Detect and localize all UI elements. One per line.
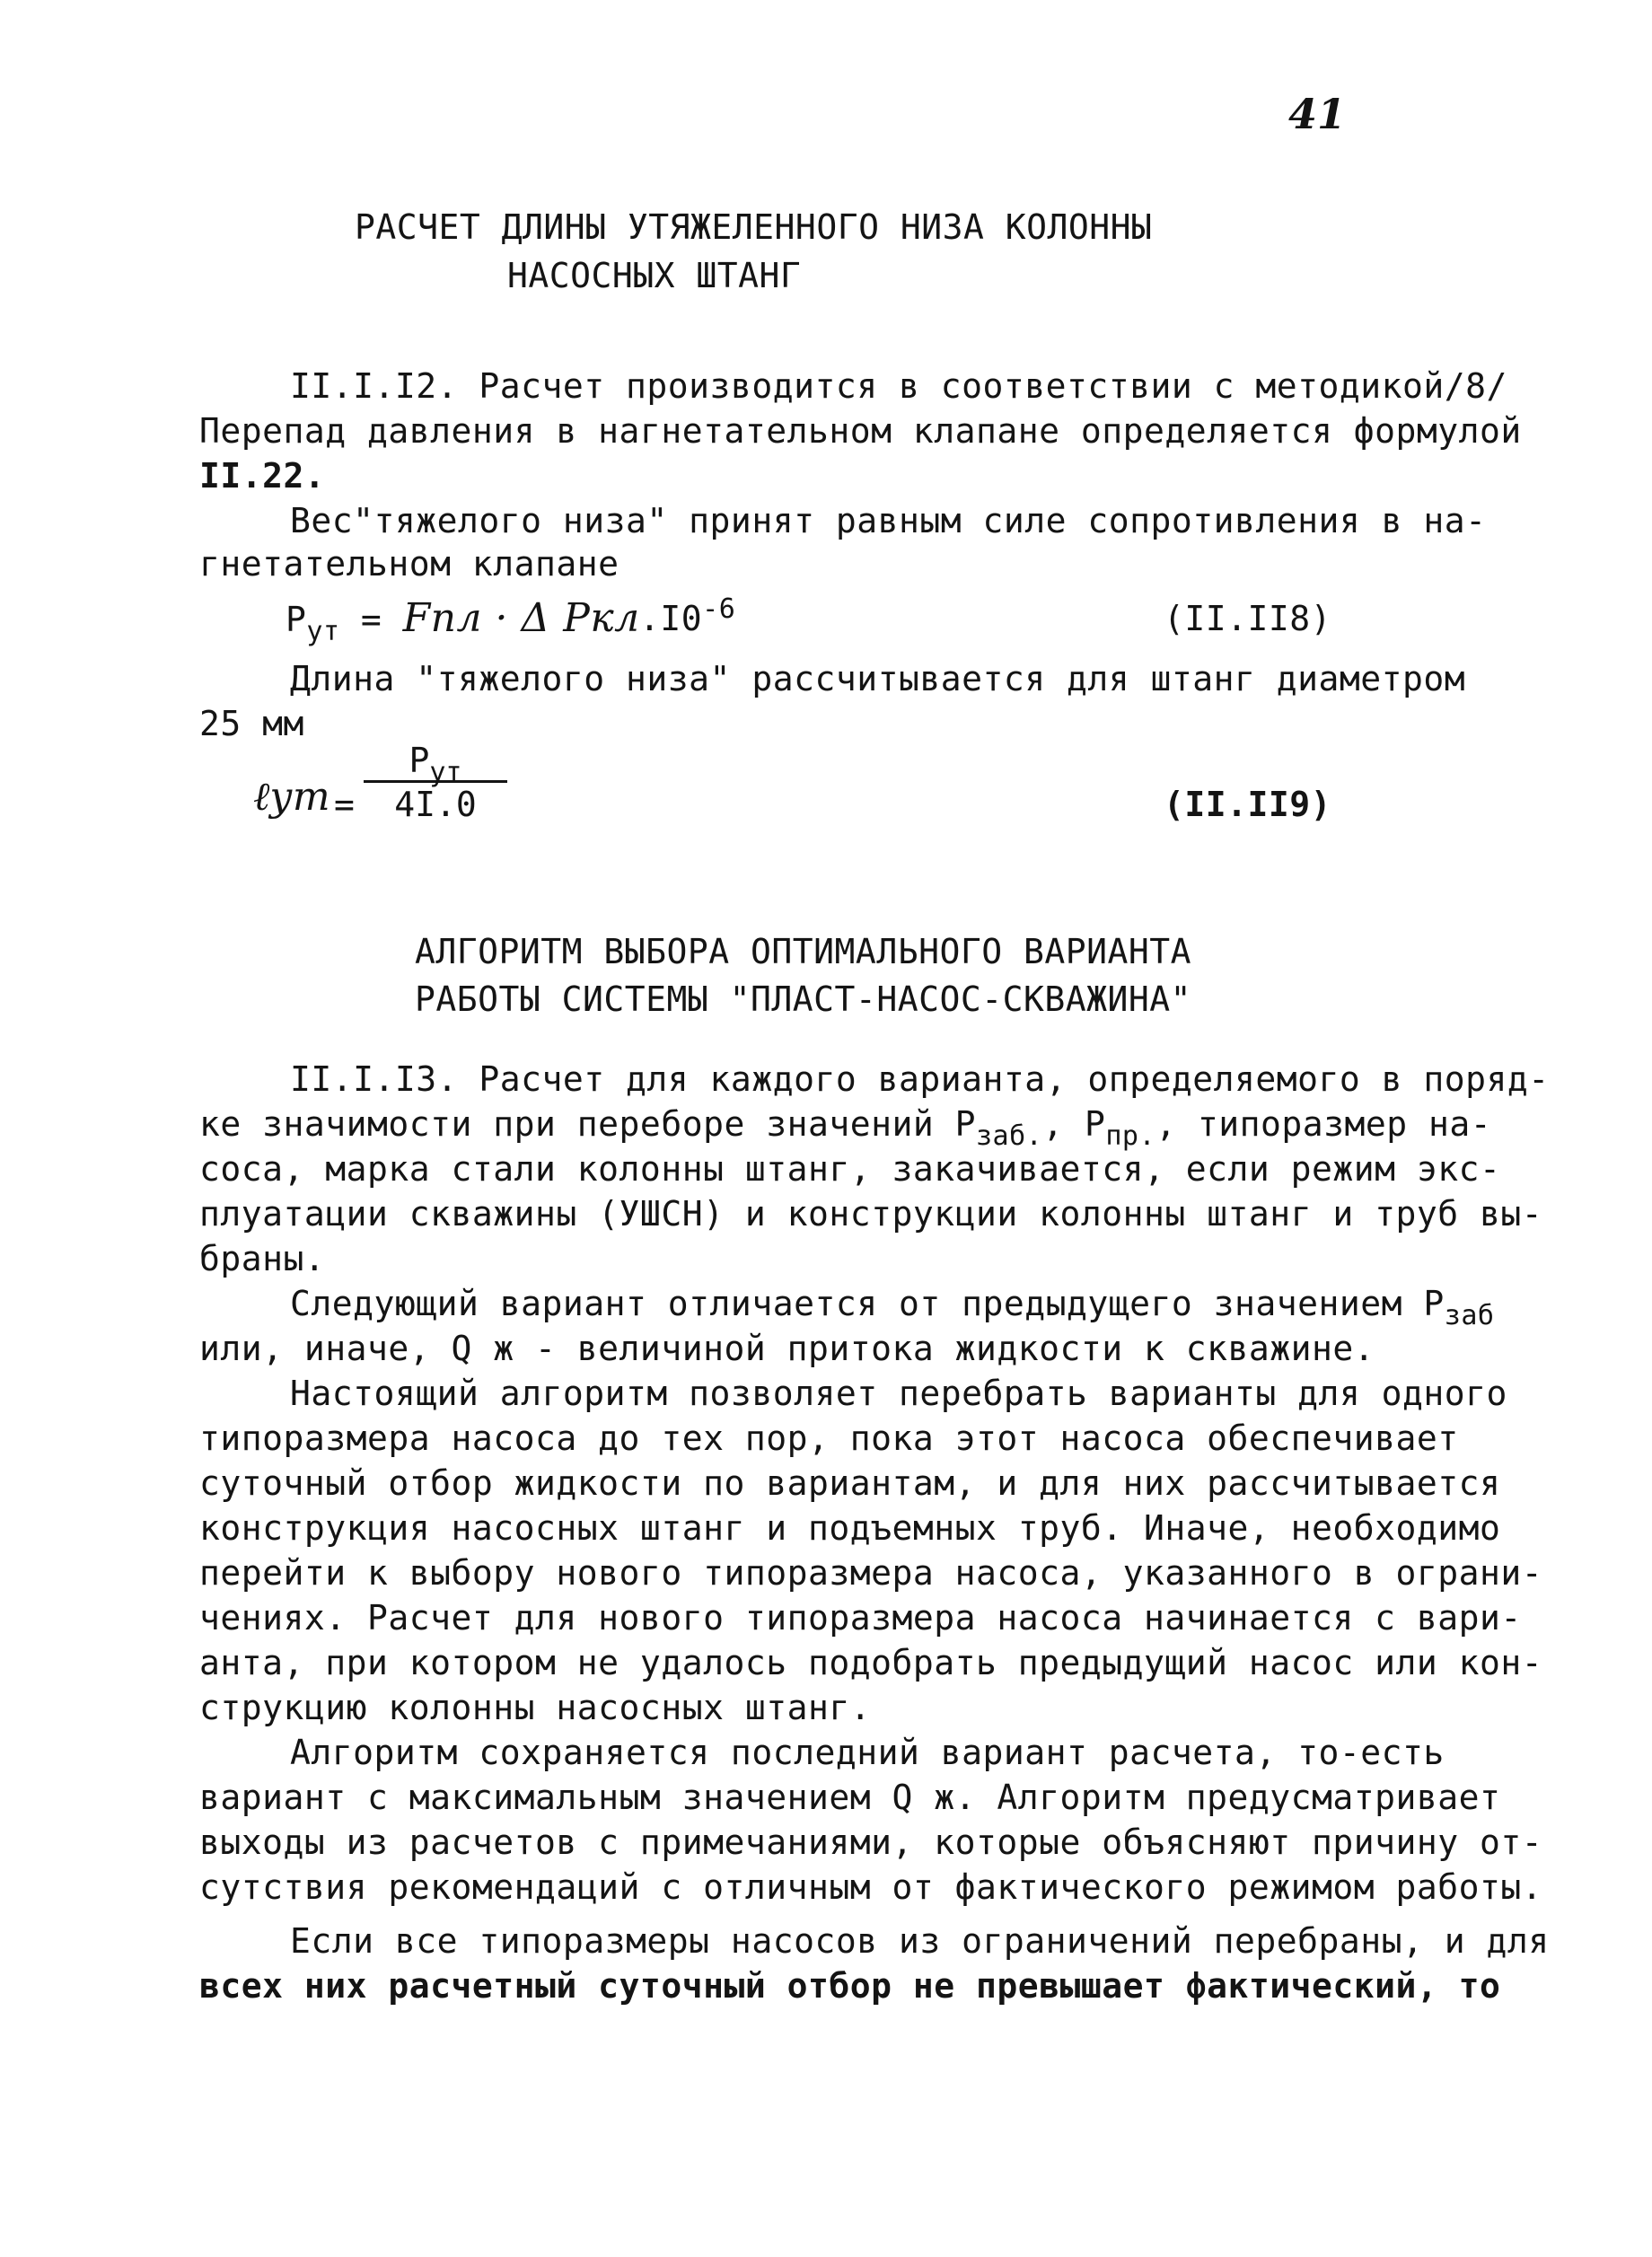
paragraph-line: выходы из расчетов с примечаниями, которые объясняют причину от-: [199, 1822, 1543, 1862]
paragraph-line: вариант с максимальным значением Q ж. Алгоритм предусматривает: [199, 1778, 1501, 1817]
section-heading-line-2: НАСОСНЫХ ШТАНГ: [507, 256, 802, 295]
formula-handwritten-rhs: Fпл · Δ Pкл: [402, 595, 640, 641]
paragraph-line: перейти к выбору нового типоразмера насоса, указанного в ограни-: [199, 1553, 1543, 1593]
paragraph-line: Алгоритм сохраняется последний вариант расчета, то-есть: [290, 1733, 1445, 1772]
paragraph-line: чениях. Расчет для нового типоразмера насоса начинается с вари-: [199, 1598, 1522, 1638]
formula-factor: [639, 593, 736, 640]
paragraph-line: Если все типоразмеры насосов из ограничений перебраны, и для: [290, 1921, 1550, 1961]
formula-factor-exponent: -6: [702, 593, 736, 625]
equation-number: (II.II9): [1164, 785, 1332, 824]
equation-number: (II.II8): [1164, 599, 1332, 638]
paragraph-line: Перепад давления в нагнетательном клапане определяется формулой: [199, 411, 1522, 451]
page-number: 41: [1288, 90, 1347, 138]
formula-fraction: [364, 741, 507, 824]
paragraph-line: типоразмера насоса до тех пор, пока этот насоса обеспечивает: [199, 1418, 1459, 1458]
paragraph-line: соса, марка стали колонны штанг, закачивается, если режим экс-: [199, 1149, 1501, 1189]
paragraph-line: сутствия рекомендаций с отличным от фактического режимом работы.: [199, 1867, 1543, 1907]
formula-equals: =: [334, 785, 356, 824]
paragraph-line: всех них расчетный суточный отбор не превышает фактический, то: [199, 1966, 1501, 2006]
paragraph-line: Настоящий алгоритм позволяет перебрать варианты для одного: [290, 1374, 1507, 1413]
paragraph-line: струкцию колонны насосных штанг.: [199, 1688, 872, 1727]
formula-ii-118: [286, 595, 640, 647]
paragraph-line: браны.: [199, 1239, 326, 1278]
paragraph-line: суточный отбор жидкости по вариантам, и для них рассчитывается: [199, 1463, 1501, 1503]
paragraph-line: Длина "тяжелого низа" рассчитывается для штанг диаметром: [290, 659, 1466, 698]
paragraph-line: ке значимости при переборе значений $P_{заб.}$, $P_{пр.}$, типоразмер на-: [199, 1104, 1492, 1152]
formula-lhs-subscript: ут: [306, 616, 340, 647]
paragraph-line: Следующий вариант отличается от предыдущего значением $P_{заб}$: [290, 1284, 1495, 1331]
fraction-numerator: $P_{ут}$: [409, 741, 462, 788]
paragraph-line: II.I.I2. Расчет производится в соответствии с методикой/8/: [290, 366, 1507, 406]
section-heading-line-1: АЛГОРИТМ ВЫБОРА ОПТИМАЛЬНОГО ВАРИАНТА: [415, 932, 1191, 971]
section-heading-line-2: РАБОТЫ СИСТЕМЫ "ПЛАСТ-НАСОС-СКВАЖИНА": [415, 979, 1191, 1019]
formula-equals: =: [339, 600, 403, 639]
fraction-denominator: 4I.0: [394, 785, 477, 824]
paragraph-line: II.22.: [199, 456, 326, 496]
paragraph-line: анта, при котором не удалось подобрать предыдущий насос или кон-: [199, 1643, 1543, 1682]
section-heading-line-1: РАСЧЕТ ДЛИНЫ УТЯЖЕЛЕННОГО НИЗА КОЛОННЫ: [355, 207, 1153, 247]
formula-lhs: P: [286, 600, 307, 639]
paragraph-line: 25 мм: [199, 704, 304, 743]
paragraph-line: или, иначе, Q ж - величиной притока жидкости к скважине.: [199, 1329, 1375, 1368]
paragraph-line: гнетательном клапане: [199, 544, 620, 584]
paragraph-line: конструкция насосных штанг и подъемных труб. Иначе, необходимо: [199, 1508, 1501, 1548]
paragraph-line: Вес"тяжелого низа" принят равным силе сопротивления в на-: [290, 501, 1487, 540]
formula-handwritten-lhs: ℓут: [253, 774, 330, 820]
formula-factor-base: .I0: [639, 599, 703, 638]
paragraph-line: плуатации скважины (УШСН) и конструкции колонны штанг и труб вы-: [199, 1194, 1543, 1234]
paragraph-line: II.I.I3. Расчет для каждого варианта, определяемого в поряд-: [290, 1059, 1550, 1099]
